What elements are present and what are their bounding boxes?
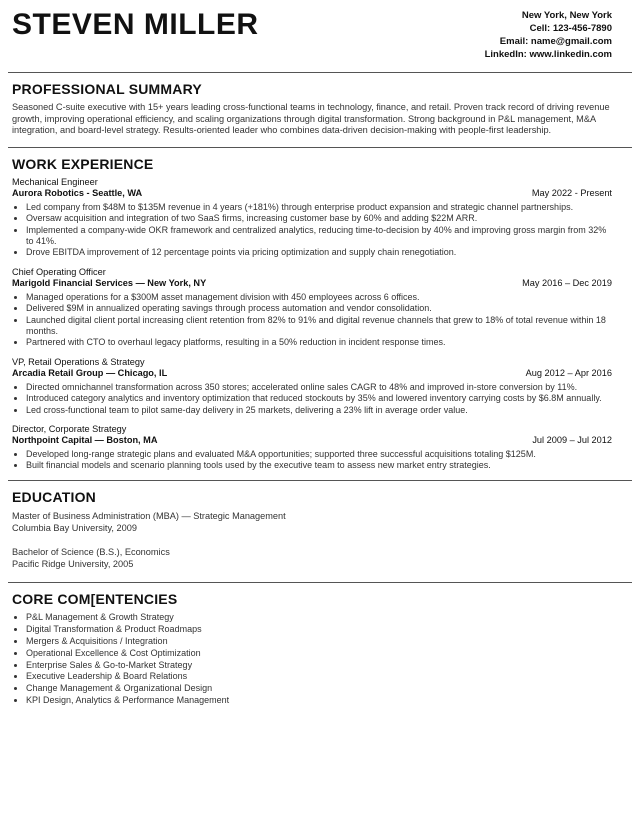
job-bullet: • Launched digital client portal increasing client retention from 82% to 91% and digital revenue channels that grew to 18% of total revenue within 18 months.	[26, 315, 628, 338]
job-bullet: • Drove EBITDA improvement of 12 percentage points via pricing optimization and supply chain renegotiation.	[26, 247, 628, 258]
job-bullet: • Implemented a company-wide OKR framework and centralized analytics, reducing time-to-decision by 40% and improving gross margin from 32% to 41%.	[26, 225, 628, 248]
contact-location: New York, New York	[521, 10, 612, 21]
job-bullet: • Developed long-range strategic plans and evaluated M&A opportunities; supported three successful acquisitions totaling $125M.	[26, 449, 628, 460]
experience-section	[12, 148, 628, 472]
job-entry	[12, 177, 628, 259]
job-company: Aurora Robotics - Seattle, WA	[12, 187, 143, 198]
job-company: Northpoint Capital — Boston, MA	[12, 435, 158, 446]
contact-email: Email: name@gmail.com	[499, 36, 612, 47]
resume-header	[12, 0, 628, 72]
job-bullet: • Delivered $9M in annualized operating savings through process automation and vendor consolidation.	[26, 303, 628, 314]
job-bullet: • Partnered with CTO to overhaul legacy platforms, resulting in a 50% reduction in incident response times.	[26, 337, 628, 348]
competency-item: • Change Management & Organizational Design	[26, 683, 628, 695]
job-title: Mechanical Engineer	[12, 176, 98, 187]
competency-item: • KPI Design, Analytics & Performance Management	[26, 695, 628, 707]
job-dates: May 2016 – Dec 2019	[522, 277, 612, 288]
job-bullet: • Oversaw acquisition and integration of two SaaS firms, increasing customer base by 60% and adding $22M ARR.	[26, 213, 628, 224]
education-degree: Master of Business Administration (MBA) — Strategic Management	[12, 510, 286, 521]
education-entry	[12, 510, 628, 534]
job-bullet: • Managed operations for a $300M asset management division with 450 employees across 6 offices.	[26, 292, 628, 303]
contact-cell: Cell: 123-456-7890	[529, 23, 612, 34]
job-company-row	[12, 368, 628, 379]
job-entry	[12, 424, 628, 472]
job-entry	[12, 357, 628, 416]
job-bullet: • Built financial models and scenario planning tools used by the executive team to assess new market entry strategies.	[26, 460, 628, 471]
section-title-competencies: CORE COM[ENTENCIES	[12, 590, 178, 607]
competency-item: • Executive Leadership & Board Relations	[26, 671, 628, 683]
job-company: Arcadia Retail Group — Chicago, IL	[12, 367, 168, 378]
job-bullets	[12, 449, 628, 472]
job-bullets	[12, 382, 628, 416]
education-degree: Bachelor of Science (B.S.), Economics	[12, 546, 170, 557]
section-title-experience: WORK EXPERIENCE	[12, 155, 154, 172]
competency-item: • Enterprise Sales & Go-to-Market Strategy	[26, 660, 628, 672]
section-title-education: EDUCATION	[12, 488, 96, 505]
job-dates: May 2022 - Present	[531, 187, 612, 198]
job-bullet: • Led company from $48M to $135M revenue in 4 years (+181%) through enterprise product expansion and strategic channel partnerships.	[26, 202, 628, 213]
education-school: Pacific Ridge University, 2005	[12, 558, 134, 569]
contact-linkedin: LinkedIn: www.linkedin.com	[484, 49, 612, 60]
job-dates: Aug 2012 – Apr 2016	[525, 367, 612, 378]
job-bullet: • Led cross-functional team to pilot same-day delivery in 25 markets, delivering a 23% lift in average order value.	[26, 405, 628, 416]
competencies-section	[12, 583, 628, 707]
job-entry	[12, 267, 628, 349]
contact-block	[485, 9, 612, 61]
candidate-name: STEVEN MILLER	[12, 8, 259, 41]
competency-item: • P&L Management & Growth Strategy	[26, 612, 628, 624]
job-title: Director, Corporate Strategy	[12, 424, 127, 435]
job-company-row	[12, 435, 628, 446]
job-company-row	[12, 278, 628, 289]
competency-item: • Mergers & Acquisitions / Integration	[26, 636, 628, 648]
section-title-summary: PROFESSIONAL SUMMARY	[12, 81, 202, 97]
education-entry	[12, 546, 628, 570]
education-section	[12, 481, 628, 570]
job-title: Chief Operating Officer	[12, 266, 106, 277]
job-dates: Jul 2009 – Jul 2012	[532, 435, 612, 446]
competency-item: • Digital Transformation & Product Roadmaps	[26, 624, 628, 636]
job-bullet: • Introduced category analytics and inventory optimization that reduced stockouts by 35% and lowered inventory carrying costs by $6.8M annually.	[26, 393, 628, 404]
job-company-row	[12, 188, 628, 199]
job-title: VP, Retail Operations & Strategy	[12, 356, 145, 367]
competency-item: • Operational Excellence & Cost Optimization	[26, 648, 628, 660]
job-company: Marigold Financial Services — New York, NY	[12, 277, 207, 288]
summary-text: Seasoned C-suite executive with 15+ years leading cross-functional teams in technology, finance, and retail. Proven track record of driving revenue growth, improving operational efficiency, and scaling organizations through digital transformation. Strong background in P&L management, M&A integration, and board-level strategy. Results-oriented leader who combines data-driven decision-making with people-first leadership.	[12, 102, 610, 136]
competency-list	[12, 612, 628, 707]
job-bullets	[12, 292, 628, 349]
job-bullets	[12, 202, 628, 259]
job-bullet: • Directed omnichannel transformation across 350 stores; accelerated online sales CAGR to 48% and improved in-store conversion by 11%.	[26, 382, 628, 393]
summary-section	[12, 73, 628, 137]
education-school: Columbia Bay University, 2009	[12, 522, 137, 533]
